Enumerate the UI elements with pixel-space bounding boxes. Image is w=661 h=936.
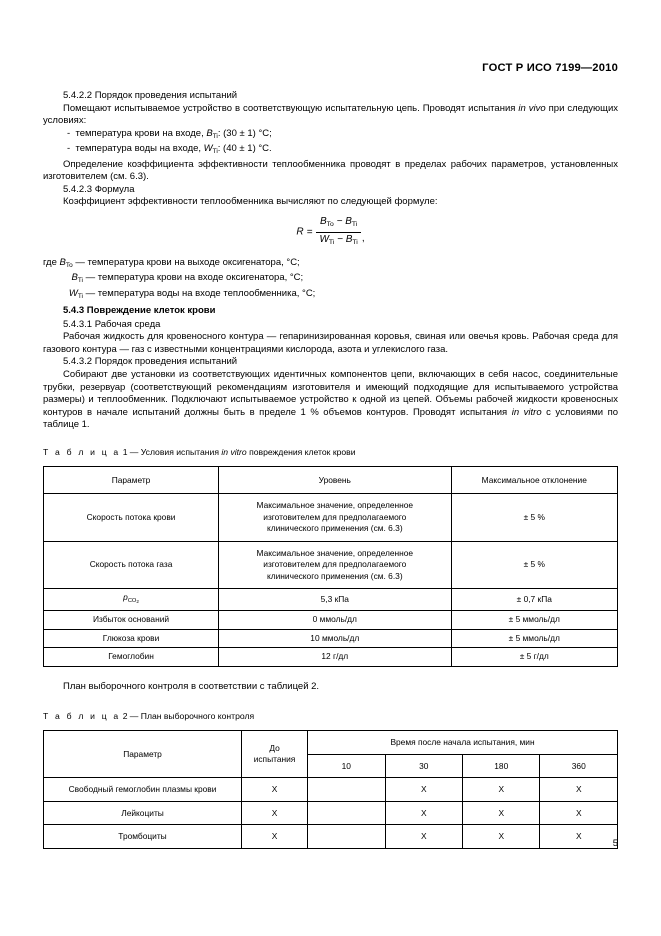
table-2-cell-time-10 xyxy=(308,778,385,802)
definition-symbol-sub: Ti xyxy=(77,277,83,285)
table-1-col-parameter: Параметр xyxy=(44,466,219,494)
table-2-caption-label: Т а б л и ц а xyxy=(43,711,121,722)
table-1-cell-level: 5,3 кПа xyxy=(219,589,451,611)
table-2-cell-time-10 xyxy=(308,801,385,825)
paragraph-5-4-2-3: Коэффициент эффективности теплообменника вычисляют по следующей формуле: xyxy=(63,196,438,208)
table-2-col-time-group: Время после начала испытания, мин xyxy=(308,730,618,754)
table-row xyxy=(44,825,618,849)
formula-definitions xyxy=(43,257,618,303)
definition-row xyxy=(43,272,618,287)
denominator-minus: − xyxy=(337,234,343,246)
table-2-caption-dash: — xyxy=(129,711,139,722)
definition-symbol-main: B xyxy=(71,272,78,284)
definition-symbol-main: B xyxy=(59,256,66,268)
definition-text: — температура крови на входе оксигенатора, °C; xyxy=(85,272,304,284)
symbol-sub: Ti xyxy=(212,147,218,155)
paragraph-5-4-3-2-text: Собирают две установки из соответствующих идентичных компонентов цепи, включающих в себя насос, соединительные трубки, резервуар (соответствующий рекомендациям изготовителя и имеющий подходящие для испытываемого устройства размеры) и теплообменник. Подключают испытываемое устройство к одной из цепей. Объемы рабочей жидкости кровеносных контуров в начале испытаний должны быть в пределе 1 % объемов контуров. Проводят испытания xyxy=(43,369,618,418)
symbol-b-ti xyxy=(206,128,217,139)
table-1-cell-parameter: Гемоглобин xyxy=(44,648,219,667)
table-row xyxy=(44,629,618,648)
table-1-caption-italic: in vitro xyxy=(221,447,247,458)
table-2-cell-time-180: X xyxy=(463,825,540,849)
table-1-cell-parameter-pco2 xyxy=(44,589,219,611)
table-1-caption-text-before: Условия испытания xyxy=(140,447,219,458)
formula-result: R xyxy=(296,226,304,238)
table-2-col-time-10: 10 xyxy=(308,754,385,778)
in-vivo-italic: in vivo xyxy=(518,102,546,114)
table-row xyxy=(44,494,618,542)
table-1-cell-parameter: Избыток оснований xyxy=(44,611,219,630)
heading-5-4-2-3: 5.4.2.3 Формула xyxy=(63,183,135,195)
definition-symbol-main: W xyxy=(68,287,78,299)
before-test-line-2: испытания xyxy=(253,754,296,765)
table-1-caption-label: Т а б л и ц а xyxy=(43,447,121,458)
table-2-cell-parameter: Свободный гемоглобин плазмы крови xyxy=(44,778,242,802)
table-1-cell-parameter: Глюкоза крови xyxy=(44,629,219,648)
table-row xyxy=(44,611,618,630)
page-header: ГОСТ Р ИСО 7199—2010 xyxy=(482,62,618,74)
table-2-header-row-top xyxy=(44,730,618,754)
heading-5-4-2-2: 5.4.2.2 Порядок проведения испытаний xyxy=(63,90,238,101)
table-1-cell-deviation: ± 5 г/дл xyxy=(451,648,617,667)
denominator-term-1-sub: Ti xyxy=(328,239,335,247)
symbol-sub: Ti xyxy=(212,132,218,140)
table-2-cell-before: X xyxy=(242,778,308,802)
table-1-cell-level: 12 г/дл xyxy=(219,648,451,667)
list-item-blood-inlet-temp: - температура крови на входе, BTi: (30 ± 1) °C; xyxy=(67,127,272,140)
table-1-caption-text-after: повреждения клеток крови xyxy=(249,447,356,458)
symbol-w-ti xyxy=(204,143,218,154)
table-2-cell-time-360: X xyxy=(540,778,618,802)
heading-5-4-3-2: 5.4.3.2 Порядок проведения испытаний xyxy=(63,356,238,368)
where-prefix: где xyxy=(43,256,57,268)
table-row xyxy=(44,648,618,667)
heading-5-4-3: 5.4.3 Повреждение клеток крови xyxy=(63,305,216,317)
definition-symbol-sub: To xyxy=(65,261,73,269)
table-2-cell-time-30: X xyxy=(385,801,462,825)
table-2-col-time-360: 360 xyxy=(540,754,618,778)
level-line: клинического применения (см. 6.3) xyxy=(266,523,403,534)
formula-numerator xyxy=(316,216,360,233)
paragraph-5-4-2-2-efficiency: Определение коэффициента эффективности теплообменника проводят в пределах рабочих параметров, установленных изготовителем (см. 6.3). xyxy=(43,158,618,183)
table-2-cell-time-10 xyxy=(308,825,385,849)
table-1-cell-deviation: ± 5 % xyxy=(451,541,617,589)
numerator-term-1: B xyxy=(319,215,327,227)
table-2-cell-time-180: X xyxy=(463,801,540,825)
numerator-minus: − xyxy=(336,215,343,227)
table-2-cell-parameter: Лейкоциты xyxy=(44,801,242,825)
table-2-cell-before: X xyxy=(242,825,308,849)
table-2-col-parameter: Параметр xyxy=(44,730,242,777)
table-1-cell-level: 0 ммоль/дл xyxy=(219,611,451,630)
level-line: изготовителем для предполагаемого xyxy=(263,511,407,522)
table-2-col-time-180: 180 xyxy=(463,754,540,778)
list-item-water-inlet-value: : (40 ± 1) °C. xyxy=(217,143,272,155)
table-2-cell-time-30: X xyxy=(385,825,462,849)
table-2-cell-time-180: X xyxy=(463,778,540,802)
before-test-line-1: До xyxy=(269,743,280,754)
definition-text: — температура воды на входе теплообменника, °C; xyxy=(85,287,316,299)
paragraph-5-4-2-2-text: Помещают испытываемое устройство в соответствующую испытательную цепь. Проводят испытания xyxy=(63,102,516,114)
table-row xyxy=(44,541,618,589)
table-1-body xyxy=(44,494,618,667)
table-row xyxy=(44,778,618,802)
table-1-header-row xyxy=(44,466,618,494)
definition-row xyxy=(43,288,618,303)
list-item-blood-inlet-value: : (30 ± 1) °C; xyxy=(217,127,272,139)
table-sampling-plan xyxy=(43,730,618,849)
formula-equals: = xyxy=(306,226,313,238)
table-row xyxy=(44,589,618,611)
paragraph-5-4-3-2 xyxy=(43,369,618,432)
pco2-symbol-main: p xyxy=(123,592,128,603)
paragraph-5-4-3-1: Рабочая жидкость для кровеносного контура — гепаринизированная коровья, свиная или овечья кровь. Рабочая среда для газового контура — газ с известными концентрациями кислорода, азота и углекислого газа. xyxy=(43,331,618,355)
level-line: клинического применения (см. 6.3) xyxy=(266,570,403,581)
table-2-caption-text: План выборочного контроля xyxy=(140,711,255,722)
definition-row xyxy=(43,257,618,272)
list-item-blood-inlet-label: температура крови на входе, xyxy=(75,127,204,139)
table-2-caption xyxy=(43,710,618,723)
formula-comma: , xyxy=(361,233,365,245)
level-line: Максимальное значение, определенное xyxy=(256,547,414,558)
definition-symbol xyxy=(72,272,83,283)
table-1-cell-deviation: ± 5 ммоль/дл xyxy=(451,629,617,648)
table-1-cell-deviation: ± 5 ммоль/дл xyxy=(451,611,617,630)
list-item-water-inlet-temp: - температура воды на входе, WTi: (40 ± 1) °C. xyxy=(67,143,272,155)
table-1-col-deviation: Максимальное отклонение xyxy=(451,466,617,494)
formula-denominator xyxy=(316,233,360,249)
table-1-cell-level xyxy=(219,541,451,589)
page-content xyxy=(43,90,618,849)
paragraph-5-4-2-2-tail: при следующих условиях: xyxy=(43,102,619,127)
in-vitro-italic: in vitro xyxy=(511,406,542,418)
formula-expression xyxy=(296,216,364,250)
table-1-caption-number: 1 xyxy=(122,447,130,458)
formula-efficiency-coefficient xyxy=(43,216,618,250)
heading-5-4-3-1: 5.4.3.1 Рабочая среда xyxy=(63,318,161,330)
definition-symbol-sub: Ti xyxy=(77,292,83,300)
table-2-header xyxy=(44,730,618,777)
numerator-term-2-sub: Ti xyxy=(351,220,358,228)
paragraph-5-4-2-2-intro xyxy=(43,103,618,128)
table-2-cell-before: X xyxy=(242,801,308,825)
table-1-cell-parameter: Скорость потока газа xyxy=(44,541,219,589)
denominator-term-1: W xyxy=(319,234,329,246)
definition-text: — температура крови на выходе оксигенатора, °C; xyxy=(75,256,300,268)
table-2-col-time-30: 30 xyxy=(385,754,462,778)
table-1-caption-dash: — xyxy=(129,447,139,458)
table-2-cell-parameter: Тромбоциты xyxy=(44,825,242,849)
table-1-col-level: Уровень xyxy=(219,466,451,494)
denominator-term-2: B xyxy=(345,234,353,246)
table-1-cell-deviation: ± 0,7 кПа xyxy=(451,589,617,611)
table-1-caption xyxy=(43,446,618,459)
list-item-water-inlet-label: температура воды на входе, xyxy=(75,143,202,155)
symbol-main: B xyxy=(206,127,213,139)
table-1-cell-parameter: Скорость потока крови xyxy=(44,494,219,542)
table-2-cell-time-360: X xyxy=(540,825,618,849)
denominator-term-2-sub: Ti xyxy=(352,239,358,247)
table-1-cell-deviation: ± 5 % xyxy=(451,494,617,542)
definition-symbol xyxy=(69,288,83,299)
table-row xyxy=(44,801,618,825)
definition-symbol xyxy=(60,257,73,268)
level-line: изготовителем для предполагаемого xyxy=(263,559,407,570)
table-1-cell-level xyxy=(219,494,451,542)
table-2-col-before-test xyxy=(242,730,308,777)
page-number: 5 xyxy=(612,838,618,849)
symbol-main: W xyxy=(203,143,213,155)
paragraph-sampling-plan: План выборочного контроля в соответствии с таблицей 2. xyxy=(63,680,320,692)
numerator-term-2: B xyxy=(345,215,352,227)
table-test-conditions xyxy=(43,466,618,667)
table-1-cell-level: 10 ммоль/дл xyxy=(219,629,451,648)
formula-fraction xyxy=(316,216,360,250)
paragraph-5-4-3-2-tail: с условиями по таблице 1. xyxy=(43,406,619,431)
table-2-caption-number: 2 xyxy=(122,711,130,722)
level-line: Максимальное значение, определенное xyxy=(256,500,414,511)
table-2-body xyxy=(44,778,618,849)
pco2-symbol-sub: CO2 xyxy=(127,597,139,604)
table-1-header xyxy=(44,466,618,494)
table-2-cell-time-360: X xyxy=(540,801,618,825)
numerator-term-1-sub: To xyxy=(326,220,334,228)
table-2-cell-time-30: X xyxy=(385,778,462,802)
